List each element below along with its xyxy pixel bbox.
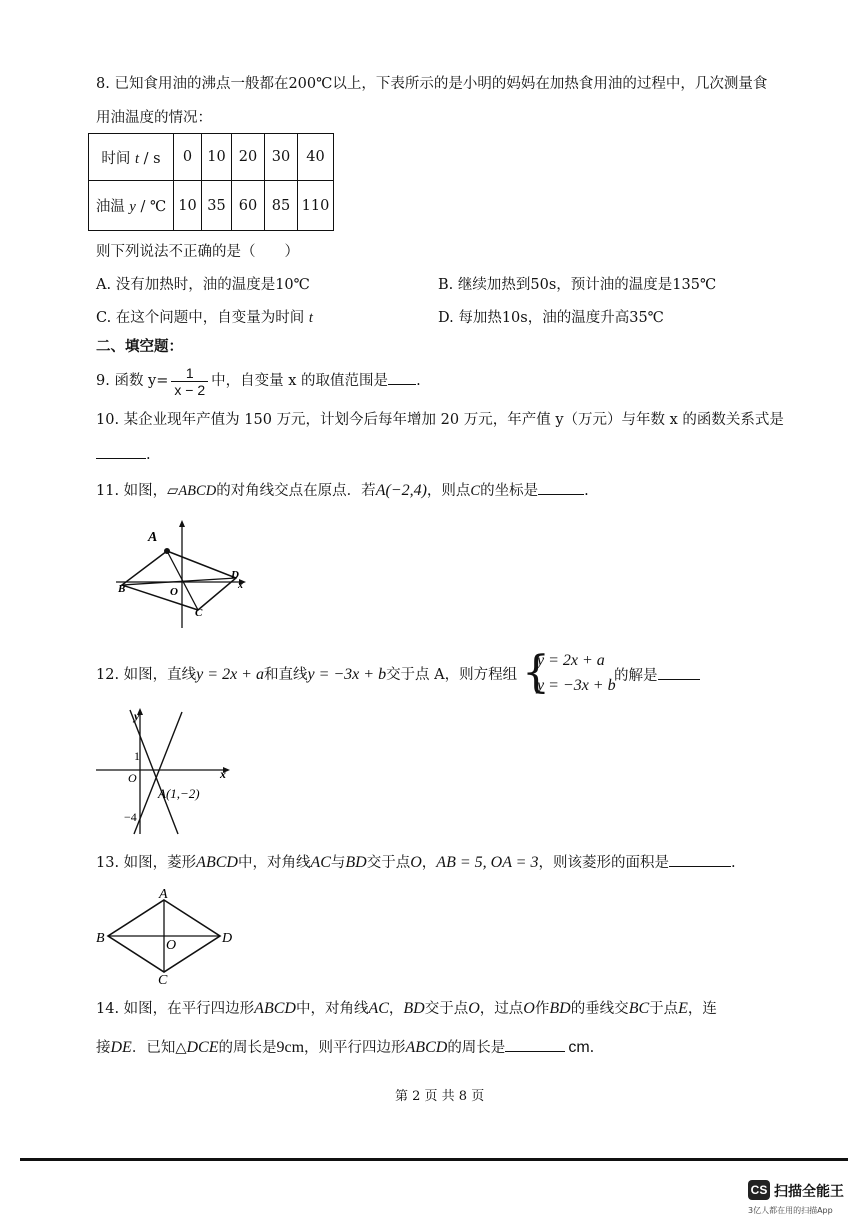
q10-line1: 10. 某企业现年产值为 150 万元，计划今后每年增加 20 万元，年产值 y（万元）与年数 x 的函数关系式是: [96, 412, 784, 428]
temp-unit: / ℃: [140, 199, 167, 215]
q11-c: C: [470, 483, 481, 499]
q11-abcd: ABCD: [178, 483, 217, 499]
q13-rhombus-figure: [94, 886, 244, 986]
table-cell: 110: [298, 181, 334, 231]
scanner-logo-icon: CS: [748, 1180, 770, 1200]
table-cell: 10: [202, 134, 232, 181]
q14-ac: AC: [368, 1000, 389, 1017]
q14-text: 接: [96, 1040, 111, 1056]
q14-line1: [96, 999, 717, 1019]
q14-text: 的垂线交: [570, 1001, 629, 1017]
q11-text-c: ，则点: [426, 483, 471, 499]
temp-label: 油温: [95, 199, 125, 215]
table-cell: 20: [232, 134, 265, 181]
q14-dce: DCE: [186, 1039, 219, 1056]
q14-text: ，连: [687, 1001, 717, 1017]
time-var: t: [135, 150, 140, 167]
q9-line: [96, 362, 421, 400]
q14-text: ，则平行四边形: [304, 1040, 406, 1056]
label-c: C: [158, 973, 168, 986]
q14-answer-blank[interactable]: [505, 1037, 565, 1052]
q14-bd: BD: [549, 1000, 571, 1017]
label-a: A: [159, 887, 168, 902]
temp-var: y: [129, 199, 136, 215]
table-cell: 60: [232, 181, 265, 231]
q13-text-b: 中，对角线: [237, 855, 311, 871]
q14-text: 中，对角线: [295, 1001, 369, 1017]
page-number: 第 2 页 共 8 页: [395, 1089, 485, 1104]
table-cell: 30: [265, 134, 298, 181]
q8-option-c-text: C. 在这个问题中，自变量为时间: [96, 310, 305, 326]
label-point-a: A(1,−2): [158, 786, 200, 801]
q12-tail: [614, 665, 700, 686]
table-header-time: [89, 134, 174, 181]
y-axis-arrow: [179, 520, 185, 527]
label-one: 1: [134, 749, 140, 763]
q13-text-f: ，则该菱形的面积是: [538, 855, 669, 871]
q12-text-d: 的解是: [614, 668, 658, 684]
q14-o: O: [468, 1000, 480, 1017]
q12-line: [96, 665, 517, 685]
q11-answer-blank[interactable]: [538, 480, 584, 495]
label-b: B: [96, 931, 105, 946]
parallelogram-abcd: [122, 551, 236, 610]
q11-line: [96, 480, 589, 501]
q13-answer-blank[interactable]: [669, 852, 731, 867]
q14-text: 于点: [649, 1001, 679, 1017]
line-y-neg3x-plus-b: [130, 710, 178, 834]
q13-text-a: 13. 如图，菱形: [96, 855, 197, 871]
q8-option-d: D. 每加热10s，油的温度升高35℃: [438, 310, 664, 326]
table-row-time: [89, 134, 334, 181]
table-cell: 40: [298, 134, 334, 181]
q13-condition: AB = 5, OA = 3: [436, 854, 539, 871]
q8-option-c-var: t: [308, 310, 313, 326]
q14-de: DE: [110, 1039, 132, 1056]
q14-bd: BD: [403, 1000, 425, 1017]
label-c: C: [195, 607, 203, 619]
q14-e: E: [678, 1000, 688, 1017]
table-cell: 0: [174, 134, 202, 181]
footer-divider: [20, 1158, 848, 1161]
q13-line: [96, 852, 736, 873]
label-b: B: [118, 583, 126, 595]
q13-text-e: ，: [421, 855, 437, 871]
q9-suffix: 中，自变量 x 的取值范围是: [211, 373, 389, 389]
q14-text: 14. 如图，在平行四边形: [96, 1001, 255, 1017]
q14-text: ，过点: [479, 1001, 524, 1017]
q9-denominator: x − 2: [174, 381, 206, 398]
q14-abcd: ABCD: [405, 1039, 448, 1056]
label-neg4: −4: [124, 810, 137, 824]
q9-answer-blank[interactable]: [388, 370, 416, 385]
label-d: D: [222, 931, 233, 946]
q11-end: .: [584, 483, 589, 499]
q14-o: O: [523, 1000, 535, 1017]
section-title: 二、填空题：: [96, 338, 183, 355]
q8-option-b: B. 继续加热到50s，预计油的温度是135℃: [438, 277, 717, 293]
q14-text: 的周长是: [218, 1040, 277, 1056]
label-d: D: [231, 569, 239, 581]
q9-end: .: [416, 373, 421, 389]
q9-prefix: 9. 函数 y=: [96, 373, 169, 389]
q14-text: 的周长是: [447, 1040, 506, 1056]
table-header-temp: [89, 181, 174, 231]
table-cell: 35: [202, 181, 232, 231]
q10-line2: [96, 444, 151, 465]
q14-text: ．已知△: [131, 1040, 187, 1056]
q12-system-eq2: y = −3x + b: [537, 677, 616, 694]
label-y: y: [134, 709, 140, 723]
q11-parallelogram-figure: [112, 518, 252, 633]
q13-bd: BD: [345, 854, 367, 871]
label-x: x: [220, 767, 226, 781]
q13-abcd: ABCD: [196, 854, 238, 871]
point-a: [164, 548, 170, 554]
q14-perimeter: 9cm: [276, 1039, 305, 1056]
label-x: x: [238, 580, 243, 591]
table-cell: 85: [265, 181, 298, 231]
q13-text-d: 交于点: [366, 855, 411, 871]
q14-abcd: ABCD: [254, 1000, 296, 1017]
time-label: 时间: [101, 150, 131, 167]
table-row-temp: [89, 181, 334, 231]
q12-answer-blank[interactable]: [658, 665, 700, 680]
q12-text-c: 交于点 A，则方程组: [386, 667, 518, 683]
q12-system-brace: {: [522, 647, 550, 698]
line-y-2x-plus-a: [134, 712, 182, 834]
label-a: A: [148, 530, 158, 545]
q14-text: 作: [534, 1001, 550, 1017]
q14-line2: [96, 1037, 594, 1058]
q10-end: .: [146, 447, 151, 463]
q10-answer-blank[interactable]: [96, 444, 146, 459]
table-cell: 10: [174, 181, 202, 231]
q11-text-a: 11. 如图，▱: [96, 483, 179, 499]
q8-prompt: 则下列说法不正确的是（ ）: [96, 244, 299, 260]
q8-option-c: [96, 308, 313, 328]
scanner-tagline: 3亿人都在用的扫描App: [748, 1206, 833, 1215]
q12-line-eq2: y = −3x + b: [307, 666, 387, 683]
label-o: O: [128, 771, 137, 785]
q14-bc: BC: [628, 1000, 650, 1017]
q12-text-a: 12. 如图，直线: [96, 667, 197, 683]
q11-point: A(−2,4): [375, 482, 427, 499]
q14-text: ，: [388, 1001, 404, 1017]
time-unit: / s: [143, 150, 161, 167]
label-o: O: [166, 938, 177, 953]
q14-unit: cm: [568, 1039, 590, 1056]
q13-o: O: [410, 854, 422, 871]
q14-text: 交于点: [424, 1001, 469, 1017]
q8-option-a: A. 没有加热时，油的温度是10℃: [96, 277, 310, 293]
scanner-brand: 扫描全能王: [774, 1184, 844, 1200]
oil-temperature-table: [88, 133, 334, 231]
q13-text-c: 与: [330, 855, 346, 871]
q12-text-b: 和直线: [263, 667, 308, 683]
q8-line2: 用油温度的情况：: [96, 110, 212, 126]
label-o: O: [170, 586, 178, 598]
q14-end: .: [589, 1040, 595, 1056]
q8-line1: 8. 已知食用油的沸点一般都在200℃以上，下表所示的是小明的妈妈在加热食用油的过程中，几次测量食: [96, 76, 768, 92]
q9-fraction: [171, 365, 208, 398]
q11-text-d: 的坐标是: [480, 483, 539, 499]
q12-line-eq1: y = 2x + a: [196, 666, 264, 683]
q9-numerator: 1: [171, 365, 208, 382]
q12-system-eq1: y = 2x + a: [537, 652, 605, 669]
q13-end: .: [730, 855, 736, 871]
q12-line-graph-figure: [94, 706, 234, 836]
q13-ac: AC: [310, 854, 331, 871]
q11-text-b: 的对角线交点在原点．若: [216, 483, 376, 499]
